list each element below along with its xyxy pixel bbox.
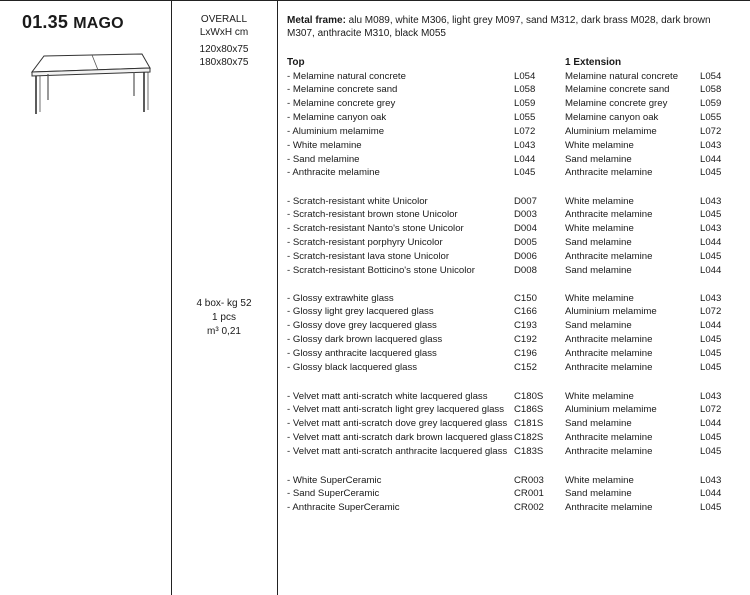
metal-frame-description bbox=[287, 14, 732, 40]
top-finish-name: - Sand SuperCeramic bbox=[287, 488, 380, 500]
top-finish-code: L044 bbox=[514, 153, 536, 165]
header-top-rule bbox=[0, 0, 750, 1]
extension-finish-code: L043 bbox=[700, 195, 722, 207]
extension-finish-name: Anthracite melamine bbox=[565, 432, 653, 444]
top-finish-code: D004 bbox=[514, 223, 537, 235]
extension-finish-code: L044 bbox=[700, 237, 722, 249]
extension-finish-name: White melamine bbox=[565, 390, 634, 402]
extension-finish-code: L044 bbox=[700, 418, 722, 430]
column-divider-left bbox=[171, 0, 172, 595]
top-finish-code: C150 bbox=[514, 292, 537, 304]
top-finish-code: D005 bbox=[514, 237, 537, 249]
pieces-count: 1 pcs bbox=[212, 312, 236, 323]
column-divider-right bbox=[277, 0, 278, 595]
top-finish-code: L043 bbox=[514, 139, 536, 151]
extension-finish-code: L043 bbox=[700, 292, 722, 304]
top-finish-name: - Glossy dark brown lacquered glass bbox=[287, 334, 443, 346]
extension-finish-name: White melamine bbox=[565, 292, 634, 304]
top-finish-name: - Aluminium melamime bbox=[287, 125, 385, 137]
top-header: Top bbox=[287, 57, 305, 68]
model-name: MAGO bbox=[73, 15, 124, 32]
extension-finish-name: Aluminium melamime bbox=[565, 306, 657, 318]
extension-finish-name: Aluminium melamime bbox=[565, 404, 657, 416]
top-finish-code: CR001 bbox=[514, 488, 544, 500]
extension-finish-code: L044 bbox=[700, 488, 722, 500]
top-finish-name: - Sand melamine bbox=[287, 153, 360, 165]
extension-finish-name: Anthracite melamine bbox=[565, 250, 653, 262]
top-finish-code: CR003 bbox=[514, 474, 544, 486]
extension-finish-name: Sand melamine bbox=[565, 153, 632, 165]
top-finish-code: D007 bbox=[514, 195, 537, 207]
extension-finish-code: L044 bbox=[700, 153, 722, 165]
extension-finish-code: L045 bbox=[700, 347, 722, 359]
extension-finish-code: L072 bbox=[700, 125, 722, 137]
top-finish-name: - Scratch-resistant white Unicolor bbox=[287, 195, 428, 207]
top-finish-name: - Melamine natural concrete bbox=[287, 70, 406, 82]
top-finish-code: C193 bbox=[514, 320, 537, 332]
extension-finish-name: Sand melamine bbox=[565, 488, 632, 500]
top-finish-code: CR002 bbox=[514, 502, 544, 514]
extension-finish-name: Anthracite melamine bbox=[565, 502, 653, 514]
top-finish-code: C180S bbox=[514, 390, 544, 402]
top-finish-name: - Anthracite SuperCeramic bbox=[287, 502, 400, 514]
size-1: 120x80x75 bbox=[199, 44, 249, 55]
overall-label: OVERALL bbox=[200, 14, 248, 25]
top-finish-code: L072 bbox=[514, 125, 536, 137]
extension-finish-name: Melamine canyon oak bbox=[565, 112, 659, 124]
extension-finish-code: L072 bbox=[700, 306, 722, 318]
extension-finish-name: Sand melamine bbox=[565, 418, 632, 430]
dimensions-block bbox=[176, 14, 272, 69]
top-finish-name: - White SuperCeramic bbox=[287, 474, 382, 486]
extension-finish-name: Anthracite melamine bbox=[565, 167, 653, 179]
extension-finish-code: L059 bbox=[700, 98, 722, 110]
top-finish-code: L054 bbox=[514, 70, 536, 82]
extension-finish-name: Anthracite melamine bbox=[565, 209, 653, 221]
top-finish-name: - Melamine canyon oak bbox=[287, 112, 387, 124]
top-finish-name: - Glossy anthracite lacquered glass bbox=[287, 347, 437, 359]
metal-frame-label: Metal frame: bbox=[287, 15, 346, 26]
extension-finish-name: Melamine natural concrete bbox=[565, 70, 679, 82]
top-finish-name: - Scratch-resistant Nanto's stone Unicolor bbox=[287, 223, 464, 235]
extension-finish-name: White melamine bbox=[565, 195, 634, 207]
top-finish-name: - White melamine bbox=[287, 139, 362, 151]
model-title bbox=[22, 12, 124, 33]
extension-finish-name: Sand melamine bbox=[565, 264, 632, 276]
extension-finish-name: Sand melamine bbox=[565, 320, 632, 332]
top-finish-name: - Scratch-resistant lava stone Unicolor bbox=[287, 250, 450, 262]
top-finish-code: C192 bbox=[514, 334, 537, 346]
extension-finish-code: L044 bbox=[700, 320, 722, 332]
top-finish-name: - Melamine concrete sand bbox=[287, 84, 398, 96]
extension-finish-name: Aluminium melamime bbox=[565, 125, 657, 137]
extension-finish-code: L043 bbox=[700, 474, 722, 486]
extension-finish-name: Anthracite melamine bbox=[565, 361, 653, 373]
metal-frame-colors: alu M089, white M306, light grey M097, sand M312, dark brass M028, dark brown M307, anthracite M310, black M055 bbox=[287, 15, 711, 39]
top-finish-code: C182S bbox=[514, 432, 544, 444]
top-finish-name: - Scratch-resistant porphyry Unicolor bbox=[287, 237, 443, 249]
top-finish-name: - Velvet matt anti-scratch anthracite lacquered glass bbox=[287, 445, 508, 457]
extension-finish-code: L043 bbox=[700, 139, 722, 151]
top-finish-name: - Glossy black lacquered glass bbox=[287, 361, 418, 373]
extension-finish-name: Sand melamine bbox=[565, 237, 632, 249]
extension-finish-name: Anthracite melamine bbox=[565, 347, 653, 359]
top-finish-name: - Scratch-resistant brown stone Unicolor bbox=[287, 209, 458, 221]
extension-finish-name: Melamine concrete sand bbox=[565, 84, 670, 96]
volume: m³ 0,21 bbox=[207, 326, 241, 337]
extension-finish-code: L045 bbox=[700, 209, 722, 221]
extension-finish-code: L045 bbox=[700, 334, 722, 346]
extension-finish-code: L055 bbox=[700, 112, 722, 124]
extension-finish-code: L072 bbox=[700, 404, 722, 416]
top-finish-code: L059 bbox=[514, 98, 536, 110]
top-finish-code: C152 bbox=[514, 361, 537, 373]
extension-header: 1 Extension bbox=[565, 57, 622, 68]
extension-finish-code: L058 bbox=[700, 84, 722, 96]
extension-finish-code: L044 bbox=[700, 264, 722, 276]
top-finish-name: - Glossy extrawhite glass bbox=[287, 292, 394, 304]
extension-finish-name: Anthracite melamine bbox=[565, 445, 653, 457]
top-finish-code: C166 bbox=[514, 306, 537, 318]
top-finish-name: - Melamine concrete grey bbox=[287, 98, 396, 110]
top-finish-code: L045 bbox=[514, 167, 536, 179]
top-finish-name: - Glossy dove grey lacquered glass bbox=[287, 320, 437, 332]
extension-finish-name: White melamine bbox=[565, 139, 634, 151]
top-finish-code: C183S bbox=[514, 445, 544, 457]
top-finish-name: - Velvet matt anti-scratch light grey lacquered glass bbox=[287, 404, 505, 416]
extension-finish-code: L045 bbox=[700, 502, 722, 514]
unit-label: LxWxH cm bbox=[199, 26, 249, 38]
extension-finish-name: White melamine bbox=[565, 474, 634, 486]
extension-finish-code: L045 bbox=[700, 445, 722, 457]
extension-finish-code: L043 bbox=[700, 223, 722, 235]
model-code: 01.35 bbox=[22, 12, 69, 32]
top-finish-code: L055 bbox=[514, 112, 536, 124]
top-finish-name: - Anthracite melamine bbox=[287, 167, 380, 179]
top-finish-code: D006 bbox=[514, 250, 537, 262]
box-weight: 4 box- kg 52 bbox=[196, 298, 252, 309]
extension-finish-name: White melamine bbox=[565, 223, 634, 235]
top-finish-name: - Velvet matt anti-scratch dove grey lacquered glass bbox=[287, 418, 508, 430]
top-finish-name: - Glossy light grey lacquered glass bbox=[287, 306, 434, 318]
top-finish-code: D003 bbox=[514, 209, 537, 221]
extension-finish-code: L045 bbox=[700, 361, 722, 373]
top-finish-code: C181S bbox=[514, 418, 544, 430]
extension-finish-code: L043 bbox=[700, 390, 722, 402]
extendable-table-illustration bbox=[26, 50, 154, 120]
size-2: 180x80x75 bbox=[199, 56, 249, 68]
top-finish-code: C196 bbox=[514, 347, 537, 359]
top-finish-name: - Scratch-resistant Botticino's stone Unicolor bbox=[287, 264, 475, 276]
extension-finish-code: L054 bbox=[700, 70, 722, 82]
top-finish-code: L058 bbox=[514, 84, 536, 96]
top-finish-code: C186S bbox=[514, 404, 544, 416]
extension-finish-code: L045 bbox=[700, 167, 722, 179]
top-finish-name: - Velvet matt anti-scratch dark brown lacquered glass bbox=[287, 432, 513, 444]
extension-finish-name: Melamine concrete grey bbox=[565, 98, 668, 110]
extension-finish-code: L045 bbox=[700, 432, 722, 444]
top-finish-code: D008 bbox=[514, 264, 537, 276]
extension-finish-code: L045 bbox=[700, 250, 722, 262]
top-finish-name: - Velvet matt anti-scratch white lacquered glass bbox=[287, 390, 488, 402]
packaging-block bbox=[176, 297, 272, 339]
extension-finish-name: Anthracite melamine bbox=[565, 334, 653, 346]
